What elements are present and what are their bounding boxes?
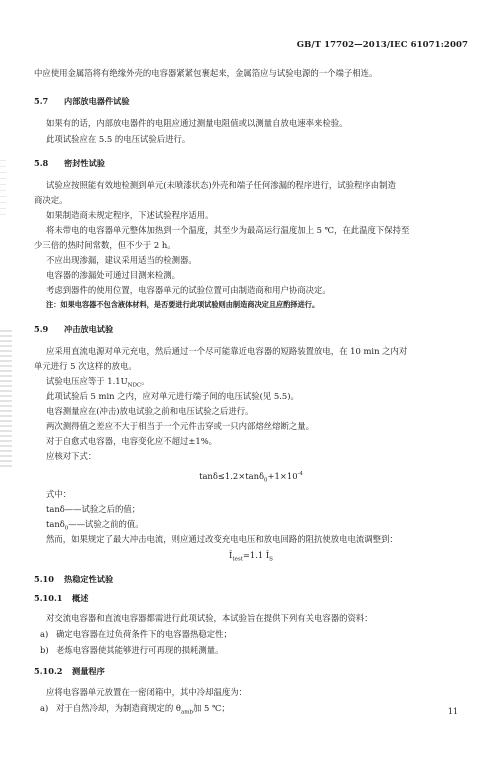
section-number: 5.10.1 xyxy=(34,593,63,603)
scan-artifact xyxy=(0,160,6,220)
section-number: 5.7 xyxy=(34,96,49,106)
section-number: 5.10 xyxy=(34,574,54,584)
paragraph-line: 如果制造商未规定程序，下述试验程序适用。 xyxy=(46,210,214,220)
section-heading-5-10-2 xyxy=(34,665,105,677)
section-title: 概述 xyxy=(72,593,89,603)
text-run: tanδ xyxy=(46,519,65,529)
subscript: amb xyxy=(180,709,193,716)
section-number: 5.9 xyxy=(34,324,49,334)
list-item xyxy=(40,702,230,719)
list-label: a) xyxy=(40,629,49,639)
paragraph-line: 不应出现渗漏，建议采用适当的检测器。 xyxy=(46,255,197,265)
intro-line: 中应使用金属箔将有绝缘外壳的电容器紧紧包裹起来，金属箔应与试验电源的一个端子相连。 xyxy=(34,68,378,78)
superscript: -4 xyxy=(297,471,303,477)
formula-text: +1×10 xyxy=(267,470,298,481)
paragraph-line: 此项试验后 5 min 之内，应对单元进行端子间的电压试验(见 5.5)。 xyxy=(46,391,299,401)
list-item xyxy=(40,644,224,656)
paragraph-line: 应核对下式： xyxy=(46,451,97,461)
paragraph-line: 考虑到器件的使用位置，电容器单元的试验位置可由制造商和用户协商决定。 xyxy=(46,285,331,295)
paragraph-line: 式中： xyxy=(46,489,72,499)
section-heading-5-7 xyxy=(34,95,130,107)
paragraph-line: 电容测量应在(冲击)放电试验之前和电压试验之后进行。 xyxy=(46,406,254,416)
paragraph-line: 少三倍的热时间常数，但不少于 2 h。 xyxy=(34,240,176,250)
text-run: 试验电压应等于 1.1U xyxy=(46,376,128,386)
standard-header: GB/T 17702—2013/IEC 61071:2007 xyxy=(296,40,468,50)
paragraph-line: 如果有的话，内部放电器件的电阻应通过测量电阻值或以测量自放电速率来检验。 xyxy=(46,118,348,128)
list-text: 对于自然冷却，为制造商规定的 θ xyxy=(56,703,181,713)
section-title: 密封性试验 xyxy=(64,158,105,168)
formula-test-current xyxy=(0,549,502,566)
text-run: 。 xyxy=(141,376,150,386)
paragraph-line: 单元进行 5 次这样的放电。 xyxy=(34,361,137,371)
section-title: 内部放电器件试验 xyxy=(64,96,130,106)
paragraph-line: 然而，如果规定了最大冲击电流，则应通过改变充电电压和放电回路的阻抗使放电电流调整到： xyxy=(46,534,398,544)
section-heading-5-10-1 xyxy=(34,592,88,604)
formula-text: =1.1 Î xyxy=(242,550,270,560)
paragraph-line: 将未带电的电容器单元整体加热到一个温度，其至少为最高运行温度加上 5 ℃，在此温度下保持至 xyxy=(46,225,410,235)
paragraph-line: 应采用直流电源对单元充电，然后通过一个尽可能靠近电容器的短路装置放电，在 10 min 之内对 xyxy=(46,346,408,356)
list-text: 确定电容器在过负荷条件下的电容器热稳定性； xyxy=(56,629,232,639)
formula-text: Î xyxy=(229,550,233,560)
list-item xyxy=(40,628,232,640)
subscript: 0 xyxy=(64,525,69,532)
section-heading-5-9 xyxy=(34,323,113,335)
section-title: 冲击放电试验 xyxy=(64,324,114,334)
list-label: a) xyxy=(40,703,49,713)
section-heading-5-10 xyxy=(34,573,113,585)
page-number: 11 xyxy=(447,707,458,716)
list-label: b) xyxy=(40,645,49,655)
paragraph-line: 两次测得值之差应不大于相当于一个元件击穿或一只内部熔丝熔断之量。 xyxy=(46,421,314,431)
paragraph-line: 对交流电容器和直流电容器都需进行此项试验，本试验旨在提供下列有关电容器的资料： xyxy=(46,613,373,623)
section-number: 5.8 xyxy=(34,158,49,168)
section-heading-5-8 xyxy=(34,157,105,169)
paragraph-line: 对于自愈式电容器，电容变化应不超过±1%。 xyxy=(46,436,218,446)
paragraph-line: 应将电容器单元放置在一密闭箱中，其中冷却温度为： xyxy=(46,687,247,697)
text-run: ——试验之前的值。 xyxy=(68,519,144,529)
scan-artifact xyxy=(0,330,12,470)
list-text: 加 5 ℃； xyxy=(192,703,230,713)
formula-tan-delta xyxy=(0,468,502,486)
paragraph-line: 此项试验应在 5.5 的电压试验后进行。 xyxy=(46,134,191,144)
paragraph-line: tanδ——试验之后的值； xyxy=(46,504,141,514)
subscript: NDC xyxy=(127,382,142,389)
subscript: S xyxy=(269,556,273,563)
note-line: 注：如果电容器不包含液体材料，是否要进行此项试验则由制造商决定且应酌择进行。 xyxy=(46,300,320,309)
section-title: 测量程序 xyxy=(72,666,105,676)
list-text: 老炼电容器使其能够进行可再现的损耗测量。 xyxy=(56,645,224,655)
formula-text: tanδ≤1.2×tanδ xyxy=(199,470,265,481)
paragraph-line: 电容器的渗漏处可通过目测来检测。 xyxy=(46,270,180,280)
paragraph-line: 试验应按照能有效地检测到单元(未喷漆状态)外壳和端子任何渗漏的程序进行，试验程序由制造 xyxy=(46,180,396,190)
section-number: 5.10.2 xyxy=(34,666,63,676)
paragraph-line: 商决定。 xyxy=(34,195,68,205)
section-title: 热稳定性试验 xyxy=(64,574,114,584)
subscript: test xyxy=(232,556,243,563)
subscript: 0 xyxy=(264,477,268,484)
